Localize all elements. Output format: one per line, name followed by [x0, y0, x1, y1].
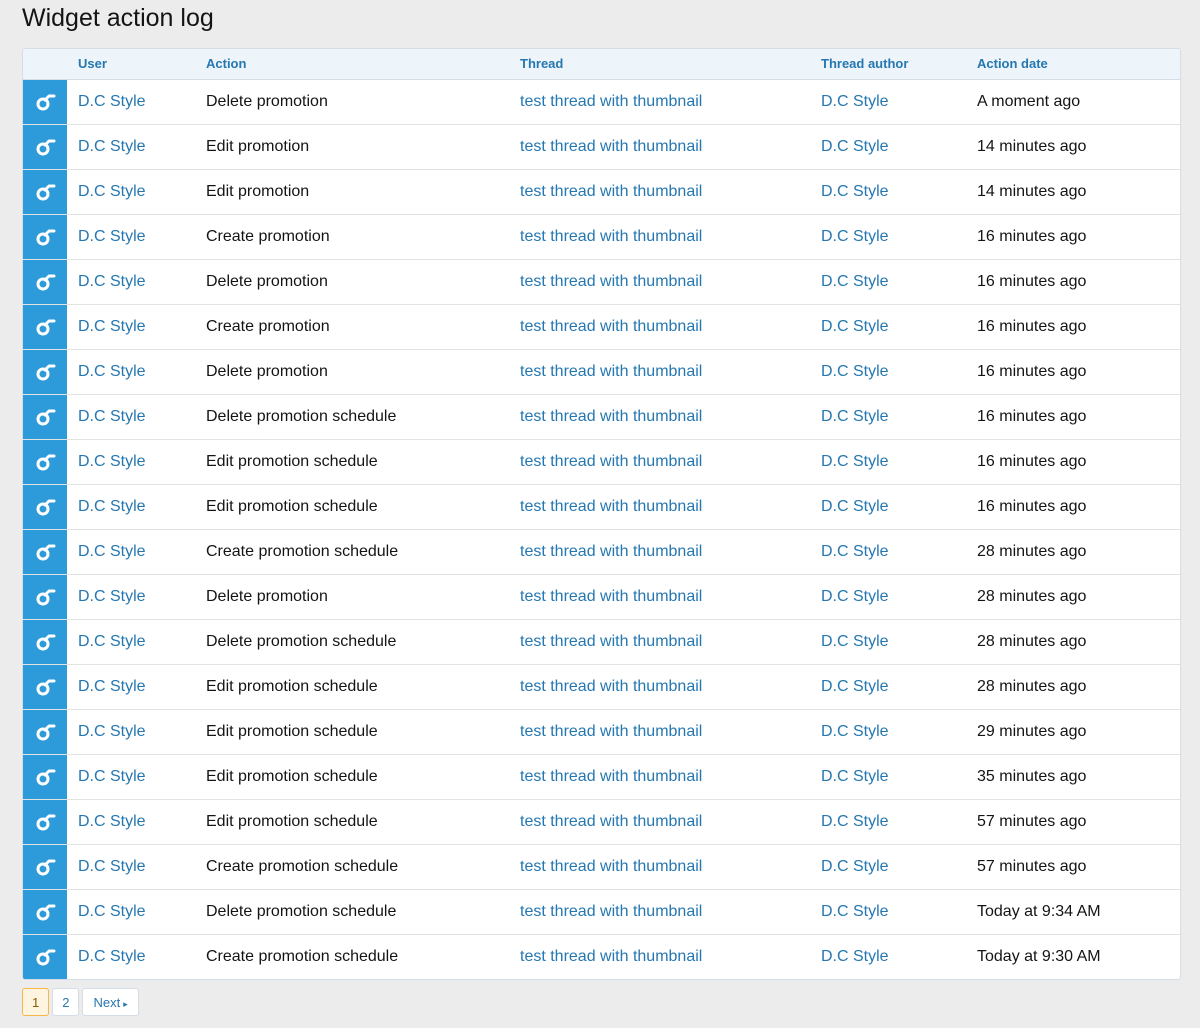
- widget-icon: [23, 215, 67, 259]
- thread-link[interactable]: test thread with thumbnail: [520, 138, 703, 155]
- column-header-thread[interactable]: Thread: [520, 56, 564, 71]
- table-row: [23, 440, 1180, 485]
- widget-icon: [23, 80, 67, 124]
- widget-icon: [23, 575, 67, 619]
- table-row: [23, 710, 1180, 755]
- page-1-button[interactable]: 1: [22, 988, 49, 1016]
- table-row: [23, 665, 1180, 710]
- widget-icon: [23, 620, 67, 664]
- action-text: Delete promotion: [206, 588, 328, 605]
- thread-author-link[interactable]: D.C Style: [821, 678, 889, 695]
- table-row: [23, 305, 1180, 350]
- thread-link[interactable]: test thread with thumbnail: [520, 498, 703, 515]
- user-link[interactable]: D.C Style: [78, 183, 146, 200]
- action-text: Edit promotion: [206, 183, 310, 200]
- action-text: Delete promotion schedule: [206, 633, 397, 650]
- widget-icon: [23, 530, 67, 574]
- action-text: Edit promotion schedule: [206, 813, 378, 830]
- thread-author-link[interactable]: D.C Style: [821, 723, 889, 740]
- thread-author-link[interactable]: D.C Style: [821, 273, 889, 290]
- table-row: [23, 260, 1180, 305]
- action-date: 16 minutes ago: [977, 498, 1087, 515]
- table-row: [23, 395, 1180, 440]
- thread-author-link[interactable]: D.C Style: [821, 543, 889, 560]
- column-header-action[interactable]: Action: [206, 56, 247, 71]
- user-link[interactable]: D.C Style: [78, 678, 146, 695]
- table-header: [23, 49, 1180, 80]
- thread-author-link[interactable]: D.C Style: [821, 93, 889, 110]
- thread-author-link[interactable]: D.C Style: [821, 858, 889, 875]
- user-link[interactable]: D.C Style: [78, 273, 146, 290]
- user-link[interactable]: D.C Style: [78, 453, 146, 470]
- action-text: Create promotion schedule: [206, 948, 399, 965]
- user-link[interactable]: D.C Style: [78, 588, 146, 605]
- pagination: [22, 988, 139, 1016]
- thread-author-link[interactable]: D.C Style: [821, 813, 889, 830]
- user-link[interactable]: D.C Style: [78, 363, 146, 380]
- action-text: Edit promotion schedule: [206, 453, 378, 470]
- action-text: Edit promotion schedule: [206, 768, 378, 785]
- user-link[interactable]: D.C Style: [78, 948, 146, 965]
- thread-link[interactable]: test thread with thumbnail: [520, 93, 703, 110]
- thread-author-link[interactable]: D.C Style: [821, 948, 889, 965]
- user-link[interactable]: D.C Style: [78, 768, 146, 785]
- action-date: 57 minutes ago: [977, 813, 1087, 830]
- thread-link[interactable]: test thread with thumbnail: [520, 408, 703, 425]
- widget-icon: [23, 170, 67, 214]
- action-date: A moment ago: [977, 93, 1081, 110]
- thread-author-link[interactable]: D.C Style: [821, 588, 889, 605]
- widget-icon: [23, 800, 67, 844]
- thread-link[interactable]: test thread with thumbnail: [520, 948, 703, 965]
- page-2-button[interactable]: 2: [52, 988, 79, 1016]
- action-text: Edit promotion: [206, 138, 310, 155]
- table-row: [23, 170, 1180, 215]
- table-row: [23, 530, 1180, 575]
- table-row: [23, 80, 1180, 125]
- action-date: 14 minutes ago: [977, 183, 1087, 200]
- action-date: 29 minutes ago: [977, 723, 1087, 740]
- action-date: 16 minutes ago: [977, 408, 1087, 425]
- thread-link[interactable]: test thread with thumbnail: [520, 588, 703, 605]
- thread-author-link[interactable]: D.C Style: [821, 228, 889, 245]
- thread-link[interactable]: test thread with thumbnail: [520, 318, 703, 335]
- widget-icon: [23, 125, 67, 169]
- action-date: Today at 9:30 AM: [977, 948, 1101, 965]
- thread-link[interactable]: test thread with thumbnail: [520, 768, 703, 785]
- action-text: Create promotion schedule: [206, 543, 399, 560]
- thread-link[interactable]: test thread with thumbnail: [520, 183, 703, 200]
- table-row: [23, 125, 1180, 170]
- thread-author-link[interactable]: D.C Style: [821, 318, 889, 335]
- table-row: [23, 935, 1180, 979]
- action-text: Create promotion: [206, 228, 330, 245]
- user-link[interactable]: D.C Style: [78, 858, 146, 875]
- user-link[interactable]: D.C Style: [78, 318, 146, 335]
- action-date: Today at 9:34 AM: [977, 903, 1101, 920]
- action-text: Delete promotion: [206, 273, 328, 290]
- table-row: [23, 890, 1180, 935]
- action-date: 28 minutes ago: [977, 588, 1087, 605]
- widget-icon: [23, 845, 67, 889]
- action-text: Delete promotion: [206, 93, 328, 110]
- thread-link[interactable]: test thread with thumbnail: [520, 273, 703, 290]
- action-log-table: [22, 48, 1181, 980]
- table-row: [23, 845, 1180, 890]
- thread-author-link[interactable]: D.C Style: [821, 363, 889, 380]
- widget-icon: [23, 665, 67, 709]
- thread-link[interactable]: test thread with thumbnail: [520, 633, 703, 650]
- action-date: 16 minutes ago: [977, 318, 1087, 335]
- page-title: Widget action log: [22, 4, 214, 32]
- thread-author-link[interactable]: D.C Style: [821, 498, 889, 515]
- action-date: 16 minutes ago: [977, 453, 1087, 470]
- action-date: 16 minutes ago: [977, 363, 1087, 380]
- action-text: Edit promotion schedule: [206, 678, 378, 695]
- action-date: 14 minutes ago: [977, 138, 1087, 155]
- thread-link[interactable]: test thread with thumbnail: [520, 678, 703, 695]
- action-date: 28 minutes ago: [977, 678, 1087, 695]
- action-date: 16 minutes ago: [977, 273, 1087, 290]
- thread-author-link[interactable]: D.C Style: [821, 453, 889, 470]
- user-link[interactable]: D.C Style: [78, 633, 146, 650]
- table-body: [23, 80, 1180, 979]
- widget-icon: [23, 710, 67, 754]
- user-link[interactable]: D.C Style: [78, 723, 146, 740]
- widget-icon: [23, 935, 67, 979]
- column-header-action-date[interactable]: Action date: [977, 56, 1048, 71]
- user-link[interactable]: D.C Style: [78, 228, 146, 245]
- chevron-right-icon: ▸: [123, 999, 128, 1009]
- thread-author-link[interactable]: D.C Style: [821, 408, 889, 425]
- action-text: Edit promotion schedule: [206, 498, 378, 515]
- action-text: Create promotion schedule: [206, 858, 399, 875]
- table-row: [23, 620, 1180, 665]
- thread-author-link[interactable]: D.C Style: [821, 138, 889, 155]
- widget-icon: [23, 305, 67, 349]
- column-header-user[interactable]: User: [78, 56, 107, 71]
- thread-link[interactable]: test thread with thumbnail: [520, 813, 703, 830]
- thread-author-link[interactable]: D.C Style: [821, 633, 889, 650]
- user-link[interactable]: D.C Style: [78, 138, 146, 155]
- table-row: [23, 215, 1180, 260]
- thread-link[interactable]: test thread with thumbnail: [520, 453, 703, 470]
- next-page-button[interactable]: [82, 988, 138, 1016]
- widget-icon: [23, 485, 67, 529]
- table-row: [23, 575, 1180, 620]
- action-date: 28 minutes ago: [977, 633, 1087, 650]
- user-link[interactable]: D.C Style: [78, 93, 146, 110]
- thread-author-link[interactable]: D.C Style: [821, 183, 889, 200]
- action-text: Delete promotion: [206, 363, 328, 380]
- widget-icon: [23, 260, 67, 304]
- action-text: Create promotion: [206, 318, 330, 335]
- thread-link[interactable]: test thread with thumbnail: [520, 543, 703, 560]
- user-link[interactable]: D.C Style: [78, 813, 146, 830]
- thread-link[interactable]: test thread with thumbnail: [520, 903, 703, 920]
- action-text: Delete promotion schedule: [206, 408, 397, 425]
- action-date: 35 minutes ago: [977, 768, 1087, 785]
- action-date: 57 minutes ago: [977, 858, 1087, 875]
- thread-link[interactable]: test thread with thumbnail: [520, 723, 703, 740]
- action-text: Edit promotion schedule: [206, 723, 378, 740]
- widget-icon: [23, 395, 67, 439]
- user-link[interactable]: D.C Style: [78, 408, 146, 425]
- widget-icon: [23, 440, 67, 484]
- action-date: 28 minutes ago: [977, 543, 1087, 560]
- action-date: 16 minutes ago: [977, 228, 1087, 245]
- table-row: [23, 350, 1180, 395]
- thread-author-link[interactable]: D.C Style: [821, 903, 889, 920]
- table-row: [23, 755, 1180, 800]
- table-row: [23, 485, 1180, 530]
- thread-author-link[interactable]: D.C Style: [821, 768, 889, 785]
- action-text: Delete promotion schedule: [206, 903, 397, 920]
- user-link[interactable]: D.C Style: [78, 543, 146, 560]
- user-link[interactable]: D.C Style: [78, 903, 146, 920]
- thread-link[interactable]: test thread with thumbnail: [520, 363, 703, 380]
- thread-link[interactable]: test thread with thumbnail: [520, 858, 703, 875]
- column-header-thread-author[interactable]: Thread author: [821, 56, 909, 71]
- thread-link[interactable]: test thread with thumbnail: [520, 228, 703, 245]
- table-row: [23, 800, 1180, 845]
- next-label: Next: [93, 995, 121, 1010]
- widget-icon: [23, 755, 67, 799]
- user-link[interactable]: D.C Style: [78, 498, 146, 515]
- widget-icon: [23, 350, 67, 394]
- widget-icon: [23, 890, 67, 934]
